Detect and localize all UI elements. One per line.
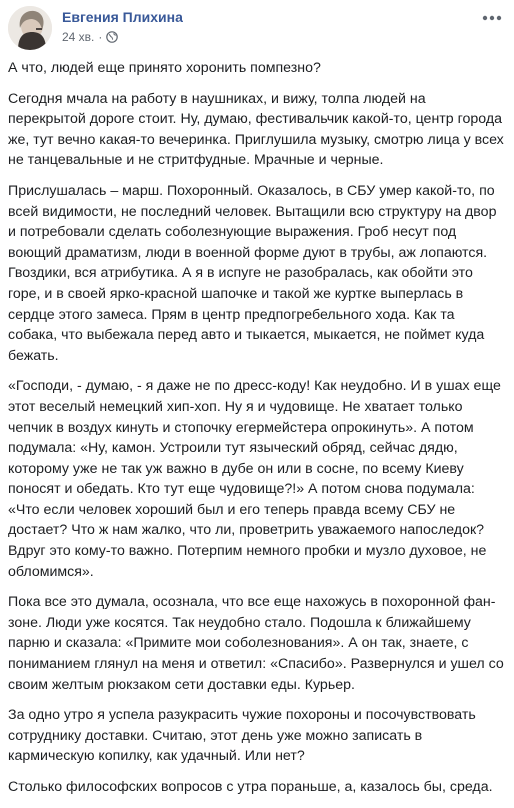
avatar[interactable] (8, 6, 52, 50)
post-paragraph: «Господи, - думаю, - я даже не по дресс-коду! Как неудобно. И в ушах еще этот веселый немецкий хип-хоп. Ну я и чудовище. Не хватает только чепчик в воздух кинуть и стопочку егермейстера опрокинуть». А потом подумала: «Ну, камон. Устроили тут языческий обряд, сейчас дядю, которому уже не так уж важно в дубе он или в сосне, по всему Киеву поносят и обедать. Кто тут еще чудовище?!» А потом снова подумала: «Что если человек хороший был и его теперь правда всему СБУ не достает? Что ж нам жалко, что ли, проветрить уважаемого напоследок? Вдруг это кому-то важно. Потерпим немного пробки и музло духовое, не обломимся». (8, 378, 501, 580)
globe-icon[interactable] (106, 31, 118, 43)
post-paragraph: Сегодня мчала на работу в наушниках, и вижу, толпа людей на перекрытой дороге стоит. Ну, думаю, фестивальчик какой-то, центр города же, тут вечно какая-то вечеринка. Приглушила музыку, смотрю лица у всех не танцевальные и не стритфудные. Мрачные и черные. (8, 90, 504, 169)
post-paragraph: Столько философских вопросов с утра пораньше, а, казалось бы, среда. (8, 779, 493, 795)
author-name[interactable]: Евгения Плихина (62, 9, 183, 25)
post-paragraph: Прислушалась – марш. Похоронный. Оказалось, в СБУ умер какой-то, по всей видимости, не последний человек. Вытащили всю структуру на двор и потребовали сделать соболезнующие выражения. Гроб несут под воющий драматизм, люди в военной форме дуют в трубы, аж лопаются. Гвоздики, вся атрибутика. А я в испуге не разобралась, как обойти это горе, и в своей ярко-красной шапочке и такой же куртке выперлась в сердце этого замеса. Прям в центр предпогребельного хода. Как та собака, что выбежала перед авто и тыкается, мыкается, не поймет куда бежать. (8, 182, 497, 364)
post-paragraph: За одно утро я успела разукрасить чужие похороны и посочувствовать сотруднику доставки. Считаю, этот день уже можно записать в кармическую копилку, как удачный. Или нет? (8, 707, 476, 765)
post-header (6, 6, 506, 52)
post-meta (62, 30, 118, 44)
meta-separator: · (98, 30, 103, 44)
more-options-icon[interactable] (480, 10, 504, 26)
post-paragraph: Пока все это думала, осознала, что все еще нахожусь в похоронной фан-зоне. Люди уже косятся. Так неудобно стало. Подошла к ближайшему парню и сказала: «Примите мои соболезнования». А он так, знаете, с пониманием глянул на меня и ответил: «Спасибо». Развернулся и ушел со своим желтым рюкзаком сети доставки еды. Курьер. (8, 594, 504, 693)
post-body (8, 58, 506, 808)
post-paragraph: А что, людей еще принято хоронить помпезно? (8, 60, 321, 76)
avatar-photo (8, 6, 52, 50)
post-timestamp[interactable]: 24 хв. (62, 30, 95, 44)
